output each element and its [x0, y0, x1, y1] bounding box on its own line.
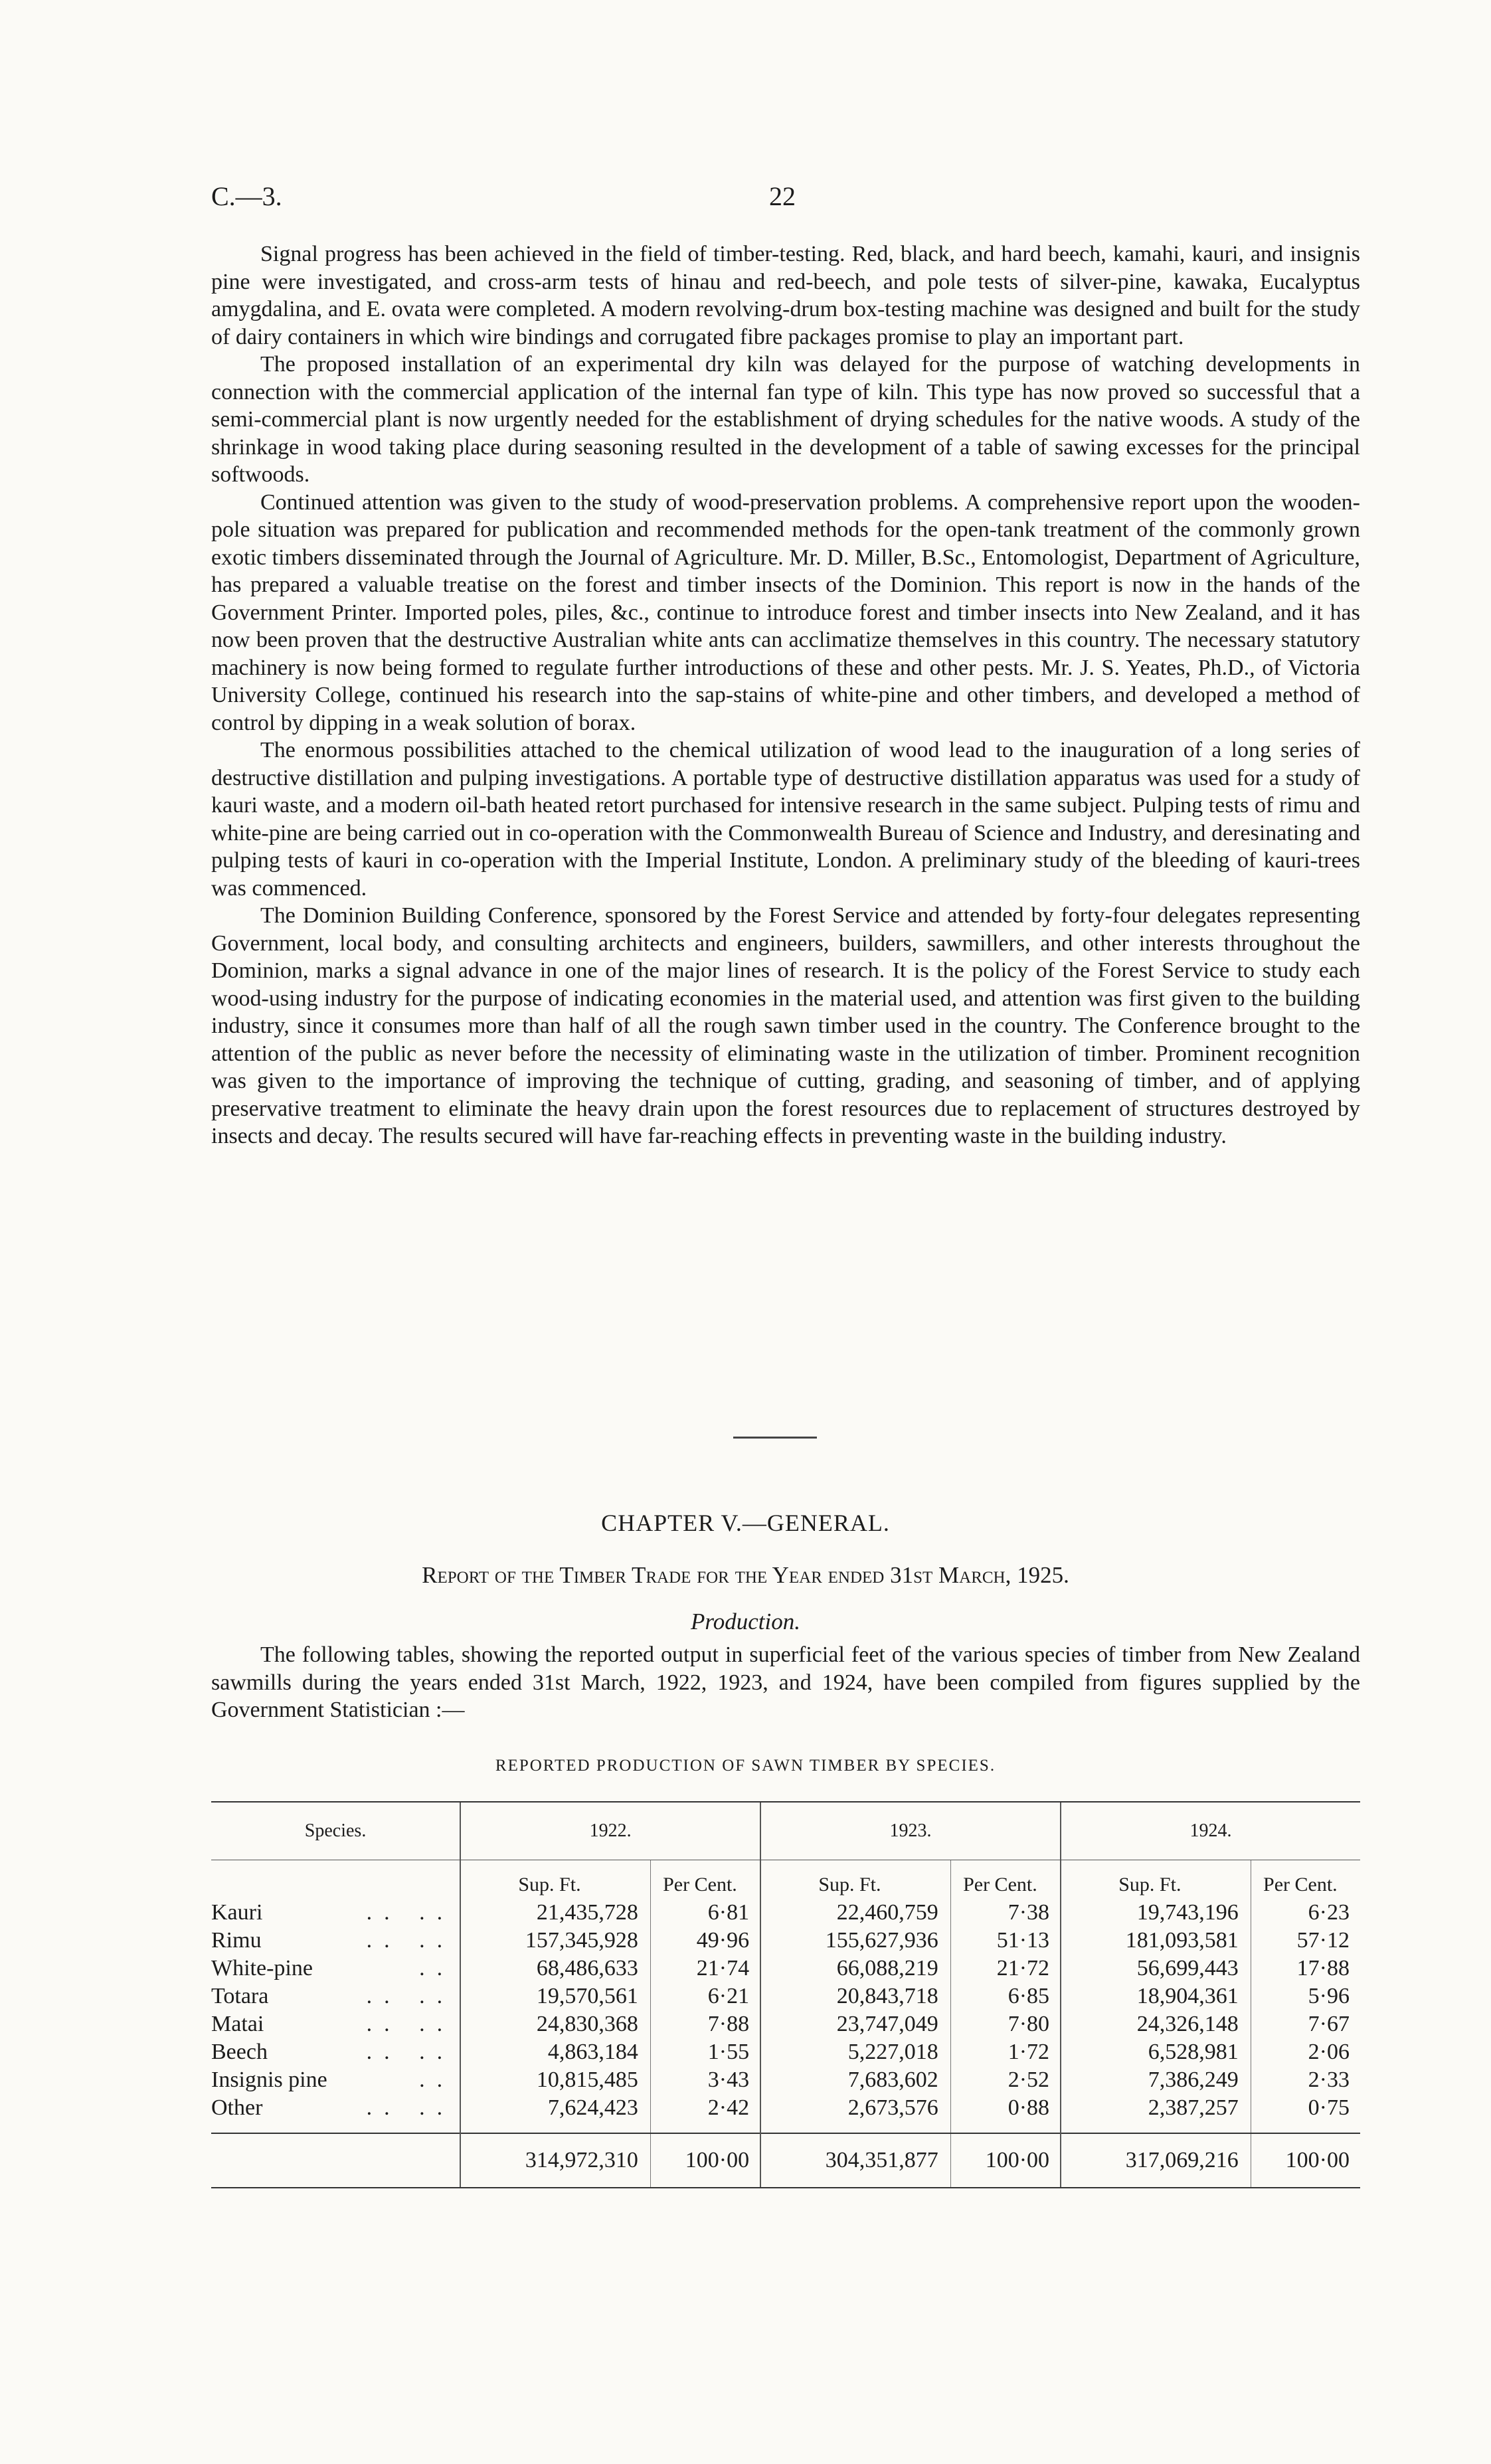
per-cent-cell: 2·33 [1251, 2066, 1360, 2094]
intro-text [211, 1641, 1360, 1724]
per-cent-cell: 6·23 [1251, 1899, 1360, 1927]
sup-ft-cell: 7,386,249 [1061, 2066, 1251, 2094]
sup-ft-cell: 21,435,728 [460, 1899, 650, 1927]
header-reference: C.—3. [211, 181, 282, 211]
per-cent-cell: 0·88 [950, 2094, 1061, 2122]
year-header: 1922. [460, 1802, 760, 1860]
production-table [211, 1801, 1360, 2188]
sup-ft-cell: 181,093,581 [1061, 1927, 1251, 1955]
report-title: Report of the Timber Trade for the Year ended 31st March, 1925. [422, 1562, 1069, 1588]
per-cent-cell: 57·12 [1251, 1927, 1360, 1955]
sup-ft-cell: 7,683,602 [760, 2066, 950, 2094]
species-name: Rimu [211, 1928, 262, 1953]
paragraph-dry-kiln: The proposed installation of an experimental dry kiln was delayed for the purpose of watching developments in connection with the commercial application of the internal fan type of kiln. This type has now proved so successful that a semi-commercial plant is now urgently needed for the establishment of drying schedules for the native woods. A study of the shrinkage in wood taking place during seasoning resulted in the development of a table of sawing excesses for the principal softwoods. [211, 352, 1360, 487]
section-heading: Production. [691, 1609, 800, 1634]
species-name: Totara [211, 1984, 269, 2008]
species-name: Kauri [211, 1900, 263, 1925]
leader-dots: .. .. [366, 1928, 455, 1953]
production-table-wrap [211, 1801, 1360, 2188]
intro-paragraph: The following tables, showing the reported output in superficial feet of the various species of timber from New Zealand sawmills during the years ended 31st March, 1922, 1923, and 1924, have been compiled from figures supplied by the Government Statistician :— [211, 1642, 1360, 1722]
sup-ft-cell: 157,345,928 [460, 1927, 650, 1955]
sup-ft-cell: 68,486,633 [460, 1955, 650, 1982]
sup-ft-cell: 10,815,485 [460, 2066, 650, 2094]
per-cent-cell: 17·88 [1251, 1955, 1360, 1982]
sup-ft-cell: 56,699,443 [1061, 1955, 1251, 1982]
leader-dots: .. [419, 2068, 455, 2092]
species-name: Other [211, 2095, 263, 2120]
leader-dots: .. .. [366, 2095, 455, 2120]
year-header: 1923. [760, 1802, 1061, 1860]
table-row [211, 2038, 1360, 2066]
table-row [211, 2066, 1360, 2094]
leader-dots: .. [419, 1956, 455, 1980]
sup-ft-cell: 18,904,361 [1061, 1982, 1251, 2010]
sup-ft-cell: 24,830,368 [460, 2010, 650, 2038]
per-cent-cell: 7·88 [650, 2010, 760, 2038]
table-row [211, 1955, 1360, 1982]
sup-ft-cell: 5,227,018 [760, 2038, 950, 2066]
total-sup-ft-cell: 317,069,216 [1061, 2133, 1251, 2188]
table-caption: REPORTED PRODUCTION OF SAWN TIMBER BY SPECIES. [495, 1757, 996, 1775]
year-header: 1924. [1061, 1802, 1360, 1860]
sup-ft-cell: 6,528,981 [1061, 2038, 1251, 2066]
per-cent-cell: 6·85 [950, 1982, 1061, 2010]
per-cent-cell: 21·72 [950, 1955, 1061, 1982]
body-text [211, 240, 1360, 1150]
per-cent-cell: 1·72 [950, 2038, 1061, 2066]
total-per-cent-cell: 100·00 [1251, 2133, 1360, 2188]
paragraph-chemical-utilization: The enormous possibilities attached to the chemical utilization of wood lead to the inauguration of a long series of destructive distillation and pulping investigations. A portable type of destructive distillation apparatus was used for a study of kauri waste, and a modern oil-bath heated retort purchased for intensive research in the same subject. Pulping tests of rimu and white-pine are being carried out in co-operation with the Commonwealth Bureau of Science and Industry, and deresinating and pulping tests of kauri in co-operation with the Imperial Institute, London. A preliminary study of the bleeding of kauri-trees was commenced. [211, 738, 1360, 901]
species-name: Matai [211, 2012, 264, 2036]
leader-dots: .. .. [366, 2012, 455, 2036]
table-row [211, 2010, 1360, 2038]
sup-ft-cell: 23,747,049 [760, 2010, 950, 2038]
leader-dots: .. .. [366, 1900, 455, 1925]
table-row [211, 2094, 1360, 2122]
total-per-cent-cell: 100·00 [650, 2133, 760, 2188]
species-name: Beech [211, 2040, 268, 2064]
sup-ft-cell: 155,627,936 [760, 1927, 950, 1955]
sup-ft-cell: 4,863,184 [460, 2038, 650, 2066]
table-row [211, 1927, 1360, 1955]
unit-header: Per Cent. [950, 1860, 1061, 1899]
sup-ft-cell: 2,387,257 [1061, 2094, 1251, 2122]
paragraph-building-conference: The Dominion Building Conference, sponsored by the Forest Service and attended by forty-four delegates representing Government, local body, and consulting architects and engineers, builders, sawmillers, and other interests throughout the Dominion, marks a signal advance in one of the major lines of research. It is the policy of the Forest Service to study each wood-using industry for the purpose of indicating economies in the material used, and attention was first given to the building industry, since it consumes more than half of all the rough sawn timber used in the country. The Conference brought to the attention of the public as never before the necessity of eliminating waste in the utilization of timber. Prominent recognition was given to the importance of improving the technique of cutting, grading, and seasoning of timber, and of applying preservative treatment to eliminate the heavy drain upon the forest resources due to replacement of structures destroyed by insects and decay. The results secured will have far-reaching effects in preventing waste in the building industry. [211, 903, 1360, 1148]
per-cent-cell: 5·96 [1251, 1982, 1360, 2010]
species-name: Insignis pine [211, 2068, 327, 2092]
per-cent-cell: 6·21 [650, 1982, 760, 2010]
species-name: White-pine [211, 1956, 313, 1980]
per-cent-cell: 49·96 [650, 1927, 760, 1955]
per-cent-cell: 2·42 [650, 2094, 760, 2122]
per-cent-cell: 3·43 [650, 2066, 760, 2094]
per-cent-cell: 6·81 [650, 1899, 760, 1927]
page-number: 22 [769, 181, 796, 211]
paragraph-timber-testing: Signal progress has been achieved in the field of timber-testing. Red, black, and hard beech, kamahi, kauri, and insignis pine were investigated, and cross-arm tests of hinau and red-beech, and pole tests of silver-pine, kawaka, Eucalyptus amygdalina, and E. ovata were completed. A modern revolving-drum box-testing machine was designed and built for the study of dairy containers in which wire bindings and corrugated fibre packages promise to play an important part. [211, 242, 1360, 349]
species-header: Species. [211, 1802, 460, 1860]
per-cent-cell: 0·75 [1251, 2094, 1360, 2122]
table-row [211, 1982, 1360, 2010]
per-cent-cell: 7·67 [1251, 2010, 1360, 2038]
per-cent-cell: 2·06 [1251, 2038, 1360, 2066]
per-cent-cell: 51·13 [950, 1927, 1061, 1955]
unit-header: Sup. Ft. [460, 1860, 650, 1899]
unit-header: Per Cent. [1251, 1860, 1360, 1899]
per-cent-cell: 1·55 [650, 2038, 760, 2066]
sup-ft-cell: 20,843,718 [760, 1982, 950, 2010]
sup-ft-cell: 66,088,219 [760, 1955, 950, 1982]
table-body [211, 1899, 1360, 2188]
sup-ft-cell: 19,743,196 [1061, 1899, 1251, 1927]
leader-dots: .. .. [366, 2040, 455, 2064]
per-cent-cell: 2·52 [950, 2066, 1061, 2094]
total-per-cent-cell: 100·00 [950, 2133, 1061, 2188]
total-sup-ft-cell: 314,972,310 [460, 2133, 650, 2188]
total-sup-ft-cell: 304,351,877 [760, 2133, 950, 2188]
sup-ft-cell: 24,326,148 [1061, 2010, 1251, 2038]
section-divider [733, 1437, 817, 1439]
paragraph-wood-preservation: Continued attention was given to the study of wood-preservation problems. A comprehensive report upon the wooden-pole situation was prepared for publication and recommended methods for the open-tank treatment of the commonly grown exotic timbers disseminated through the Journal of Agriculture. Mr. D. Miller, B.Sc., Entomologist, Department of Agriculture, has prepared a valuable treatise on the forest and timber insects of the Dominion. This report is now in the hands of the Government Printer. Imported poles, piles, &c., continue to introduce forest and timber insects into New Zealand, and it has now been proven that the destructive Australian white ants can acclimatize themselves in this country. The necessary statutory machinery is now being formed to regulate further introductions of these and other pests. Mr. J. S. Yeates, Ph.D., of Victoria University College, continued his research into the sap-stains of white-pine and other timbers, and developed a method of control by dipping in a weak solution of borax. [211, 489, 1360, 735]
chapter-title: CHAPTER V.—GENERAL. [601, 1510, 890, 1536]
table-row [211, 1899, 1360, 1927]
per-cent-cell: 21·74 [650, 1955, 760, 1982]
sup-ft-cell: 19,570,561 [460, 1982, 650, 2010]
unit-header: Sup. Ft. [1061, 1860, 1251, 1899]
per-cent-cell: 7·38 [950, 1899, 1061, 1927]
sup-ft-cell: 7,624,423 [460, 2094, 650, 2122]
sup-ft-cell: 2,673,576 [760, 2094, 950, 2122]
unit-header: Per Cent. [650, 1860, 760, 1899]
unit-header: Sup. Ft. [760, 1860, 950, 1899]
sup-ft-cell: 22,460,759 [760, 1899, 950, 1927]
per-cent-cell: 7·80 [950, 2010, 1061, 2038]
leader-dots: .. .. [366, 1984, 455, 2008]
totals-row [211, 2133, 1360, 2188]
